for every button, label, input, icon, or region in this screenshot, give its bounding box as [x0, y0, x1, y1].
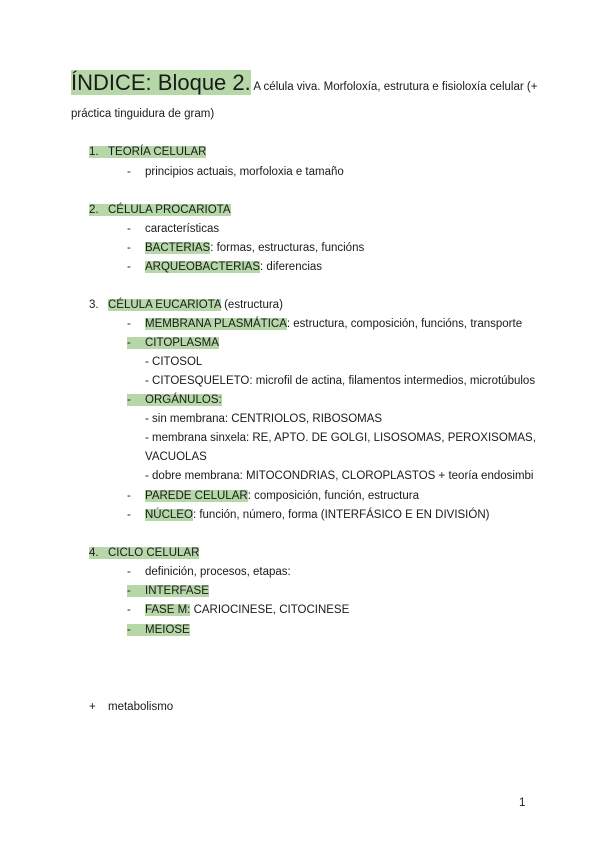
list-bullet: -: [127, 261, 131, 273]
sub-list-item: - sin membrana: CENTRIOLOS, RIBOSOMAS: [145, 413, 383, 425]
list-bullet: -: [127, 566, 131, 578]
sub-list-item: - membrana sinxela: RE, APTO. DE GOLGI, LISOSOMAS, PEROXISOMAS,: [145, 432, 536, 444]
list-bullet: -: [127, 223, 131, 235]
list-bullet: -: [127, 604, 131, 616]
list-bullet: -: [127, 166, 131, 178]
list-bullet: -: [127, 242, 131, 254]
page-title: ÍNDICE: Bloque 2.: [71, 70, 251, 95]
list-item: FASE M: CARIOCINESE, CITOCINESE: [145, 604, 350, 616]
page-subtitle: A célula viva. Morfoloxía, estrutura e fisioloxía celular (+: [253, 81, 538, 93]
section-heading-3: 3. CÉLULA EUCARIOTA (estructura): [89, 299, 283, 311]
plus-bullet: +: [89, 701, 96, 713]
section-heading-2: 2. CÉLULA PROCARIOTA: [89, 204, 231, 216]
footer-list-item: metabolismo: [108, 701, 174, 713]
list-item: NÚCLEO: función, número, forma (INTERFÁSICO E EN DIVISIÓN): [145, 509, 490, 521]
section-heading-4: 4. CICLO CELULAR: [89, 547, 200, 559]
list-item: CITOPLASMA: [145, 337, 219, 349]
list-bullet: -: [127, 337, 145, 349]
section-heading-1: 1. TEORÍA CELULAR: [89, 146, 207, 158]
list-bullet: -: [127, 490, 131, 502]
list-item: MEMBRANA PLASMÁTICA: estructura, composición, funcións, transporte: [145, 318, 523, 330]
sub-list-item: - CITOESQUELETO: microfil de actina, filamentos intermedios, microtúbulos: [145, 375, 536, 387]
list-item: principios actuais, morfoloxia e tamaño: [145, 166, 344, 178]
list-item: BACTERIAS: formas, estructuras, funcións: [145, 242, 365, 254]
list-item: MEIOSE: [145, 624, 190, 636]
list-item: PAREDE CELULAR: composición, función, estructura: [145, 490, 419, 502]
list-item: características: [145, 223, 220, 235]
list-item: INTERFASE: [145, 585, 209, 597]
page-subtitle-continued: práctica tinguidura de gram): [71, 108, 215, 120]
list-bullet: -: [127, 585, 145, 597]
list-bullet: -: [127, 624, 145, 636]
list-item: ORGÁNULOS:: [145, 394, 222, 406]
page-number: 1: [519, 797, 526, 809]
list-item: ARQUEOBACTERIAS: diferencias: [145, 261, 323, 273]
list-item: definición, procesos, etapas:: [145, 566, 291, 578]
list-bullet: -: [127, 318, 131, 330]
page-title-line: [71, 70, 537, 96]
list-bullet: -: [127, 509, 131, 521]
sub-list-item: - CITOSOL: [145, 356, 203, 368]
sub-list-item: - dobre membrana: MITOCONDRIAS, CLOROPLASTOS + teoría endosimbi: [145, 470, 534, 482]
list-bullet: -: [127, 394, 145, 406]
sub-list-item: VACUOLAS: [145, 451, 207, 463]
